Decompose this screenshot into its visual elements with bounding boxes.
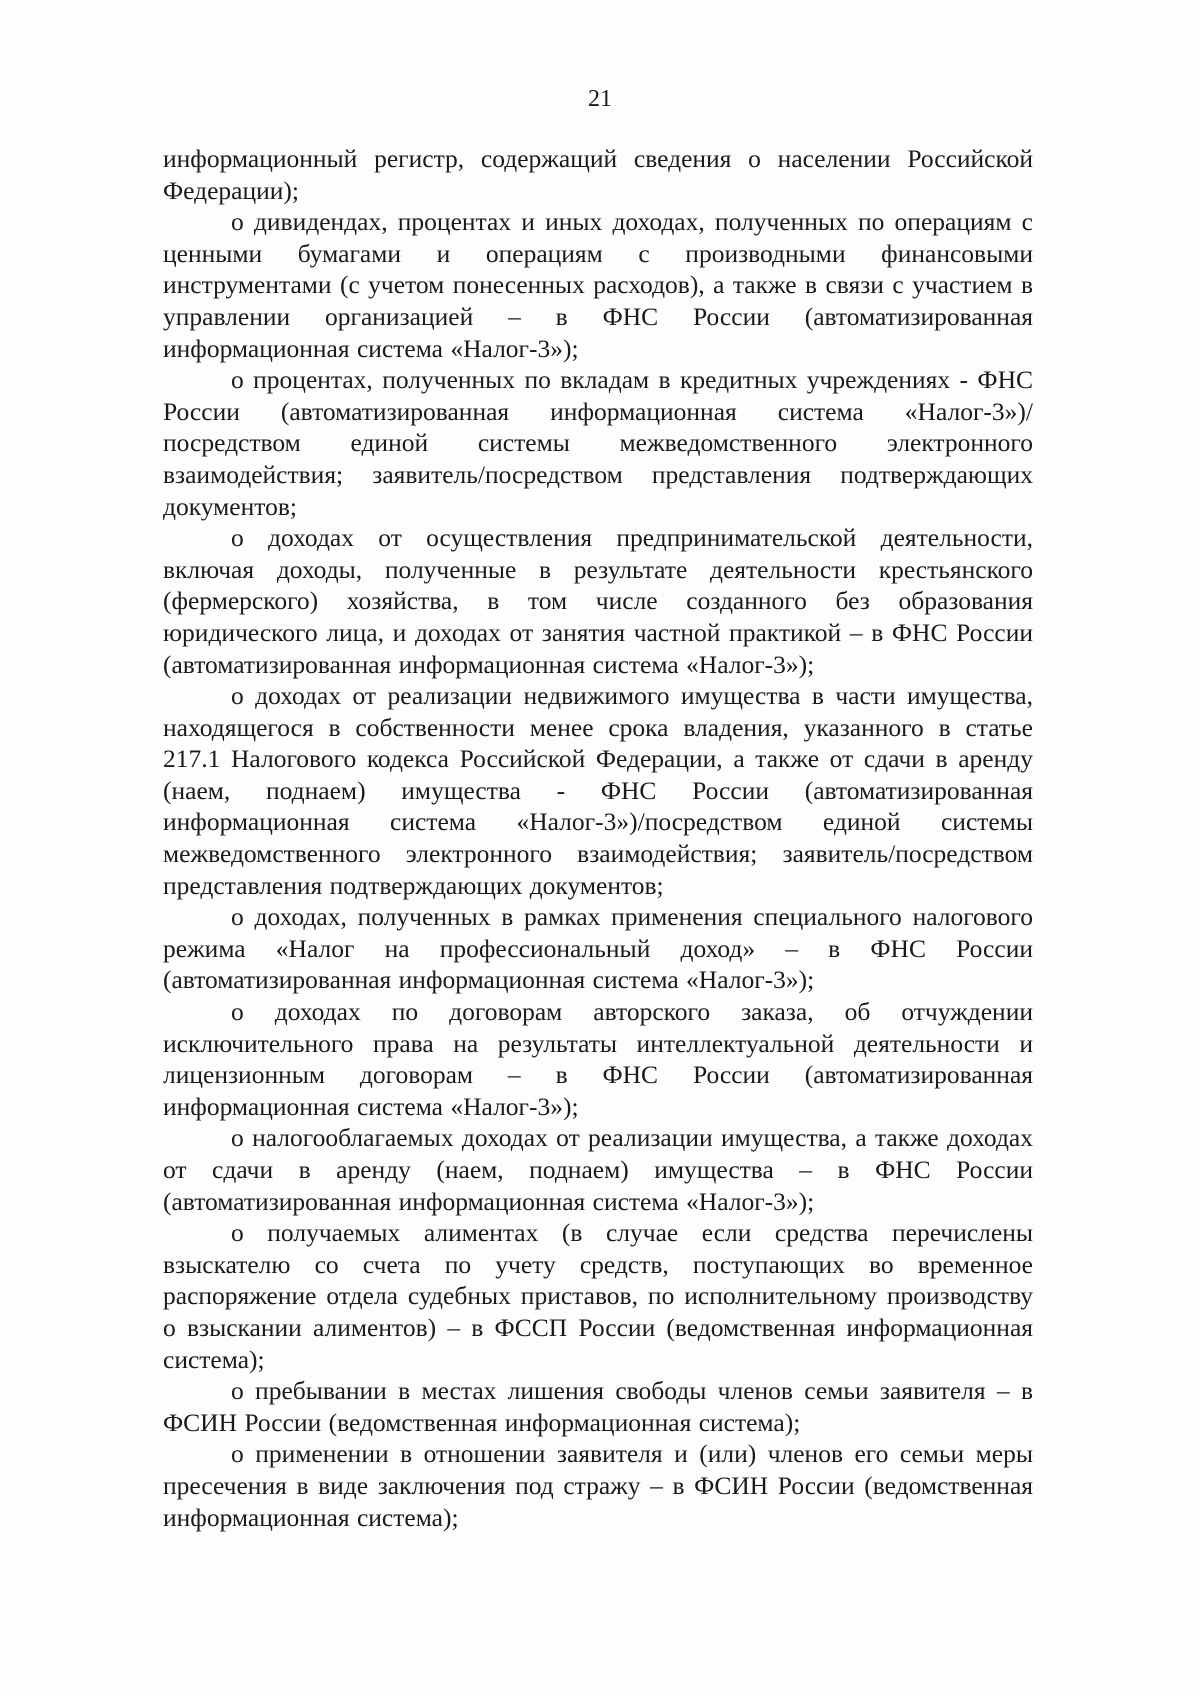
paragraph-detention: о применении в отношении заявителя и (или) членов его семьи меры пресечения в виде заключения под стражу – в ФСИН России (ведомственная информационная система); — [163, 1439, 1033, 1532]
paragraph-continuation: информационный регистр, содержащий сведения о населении Российской Федерации); — [163, 144, 1033, 205]
paragraph-imprisonment: о пребывании в местах лишения свободы членов семьи заявителя – в ФСИН России (ведомственная информационная система); — [163, 1376, 1033, 1437]
paragraph-copyright-income: о доходах по договорам авторского заказа, об отчуждении исключительного права на результаты интеллектуальной деятельности и лицензионным договорам – в ФНС России (автоматизированная информационная система «Налог-3»); — [163, 997, 1033, 1121]
paragraph-real-estate-income: о доходах от реализации недвижимого имущества в части имущества, находящегося в собственности менее срока владения, указанного в статье 217.1 Налогового кодекса Российской Федерации, а также от сдачи в аренду (наем, поднаем) имущества - ФНС России (автоматизированная информационная система «Налог-3»)/посредством единой системы межведомственного электронного взаимодействия; заявитель/посредством представления подтверждающих документов; — [163, 681, 1033, 900]
document-body — [163, 143, 1033, 1533]
paragraph-business-income: о доходах от осуществления предпринимательской деятельности, включая доходы, полученные в результате деятельности крестьянского (фермерского) хозяйства, в том числе созданного без образования юридического лица, и доходах от занятия частной практикой – в ФНС России (автоматизированная информационная система «Налог-3»); — [163, 523, 1033, 679]
paragraph-dividends: о дивидендах, процентах и иных доходах, полученных по операциям с ценными бумагами и операциям с производными финансовыми инструментами (с учетом понесенных расходов), а также в связи с участием в управлении организацией – в ФНС России (автоматизированная информационная система «Налог-3»); — [163, 207, 1033, 363]
page-number: 21 — [588, 86, 612, 112]
paragraph-taxable-property-income: о налогооблагаемых доходах от реализации имущества, а также доходах от сдачи в аренду (наем, поднаем) имущества – в ФНС России (автоматизированная информационная система «Налог-3»); — [163, 1123, 1033, 1216]
paragraph-deposit-interest: о процентах, полученных по вкладам в кредитных учреждениях - ФНС России (автоматизированная информационная система «Налог-3»)/посредством единой системы межведомственного электронного взаимодействия; заявитель/посредством представления подтверждающих документов; — [163, 365, 1033, 521]
paragraph-alimony: о получаемых алиментах (в случае если средства перечислены взыскателю со счета по учету средств, поступающих во временное распоряжение отдела судебных приставов, по исполнительному производству о взыскании алиментов) – в ФССП России (ведомственная информационная система); — [163, 1218, 1033, 1374]
paragraph-professional-income-tax: о доходах, полученных в рамках применения специального налогового режима «Налог на профессиональный доход» – в ФНС России (автоматизированная информационная система «Налог-3»); — [163, 902, 1033, 995]
